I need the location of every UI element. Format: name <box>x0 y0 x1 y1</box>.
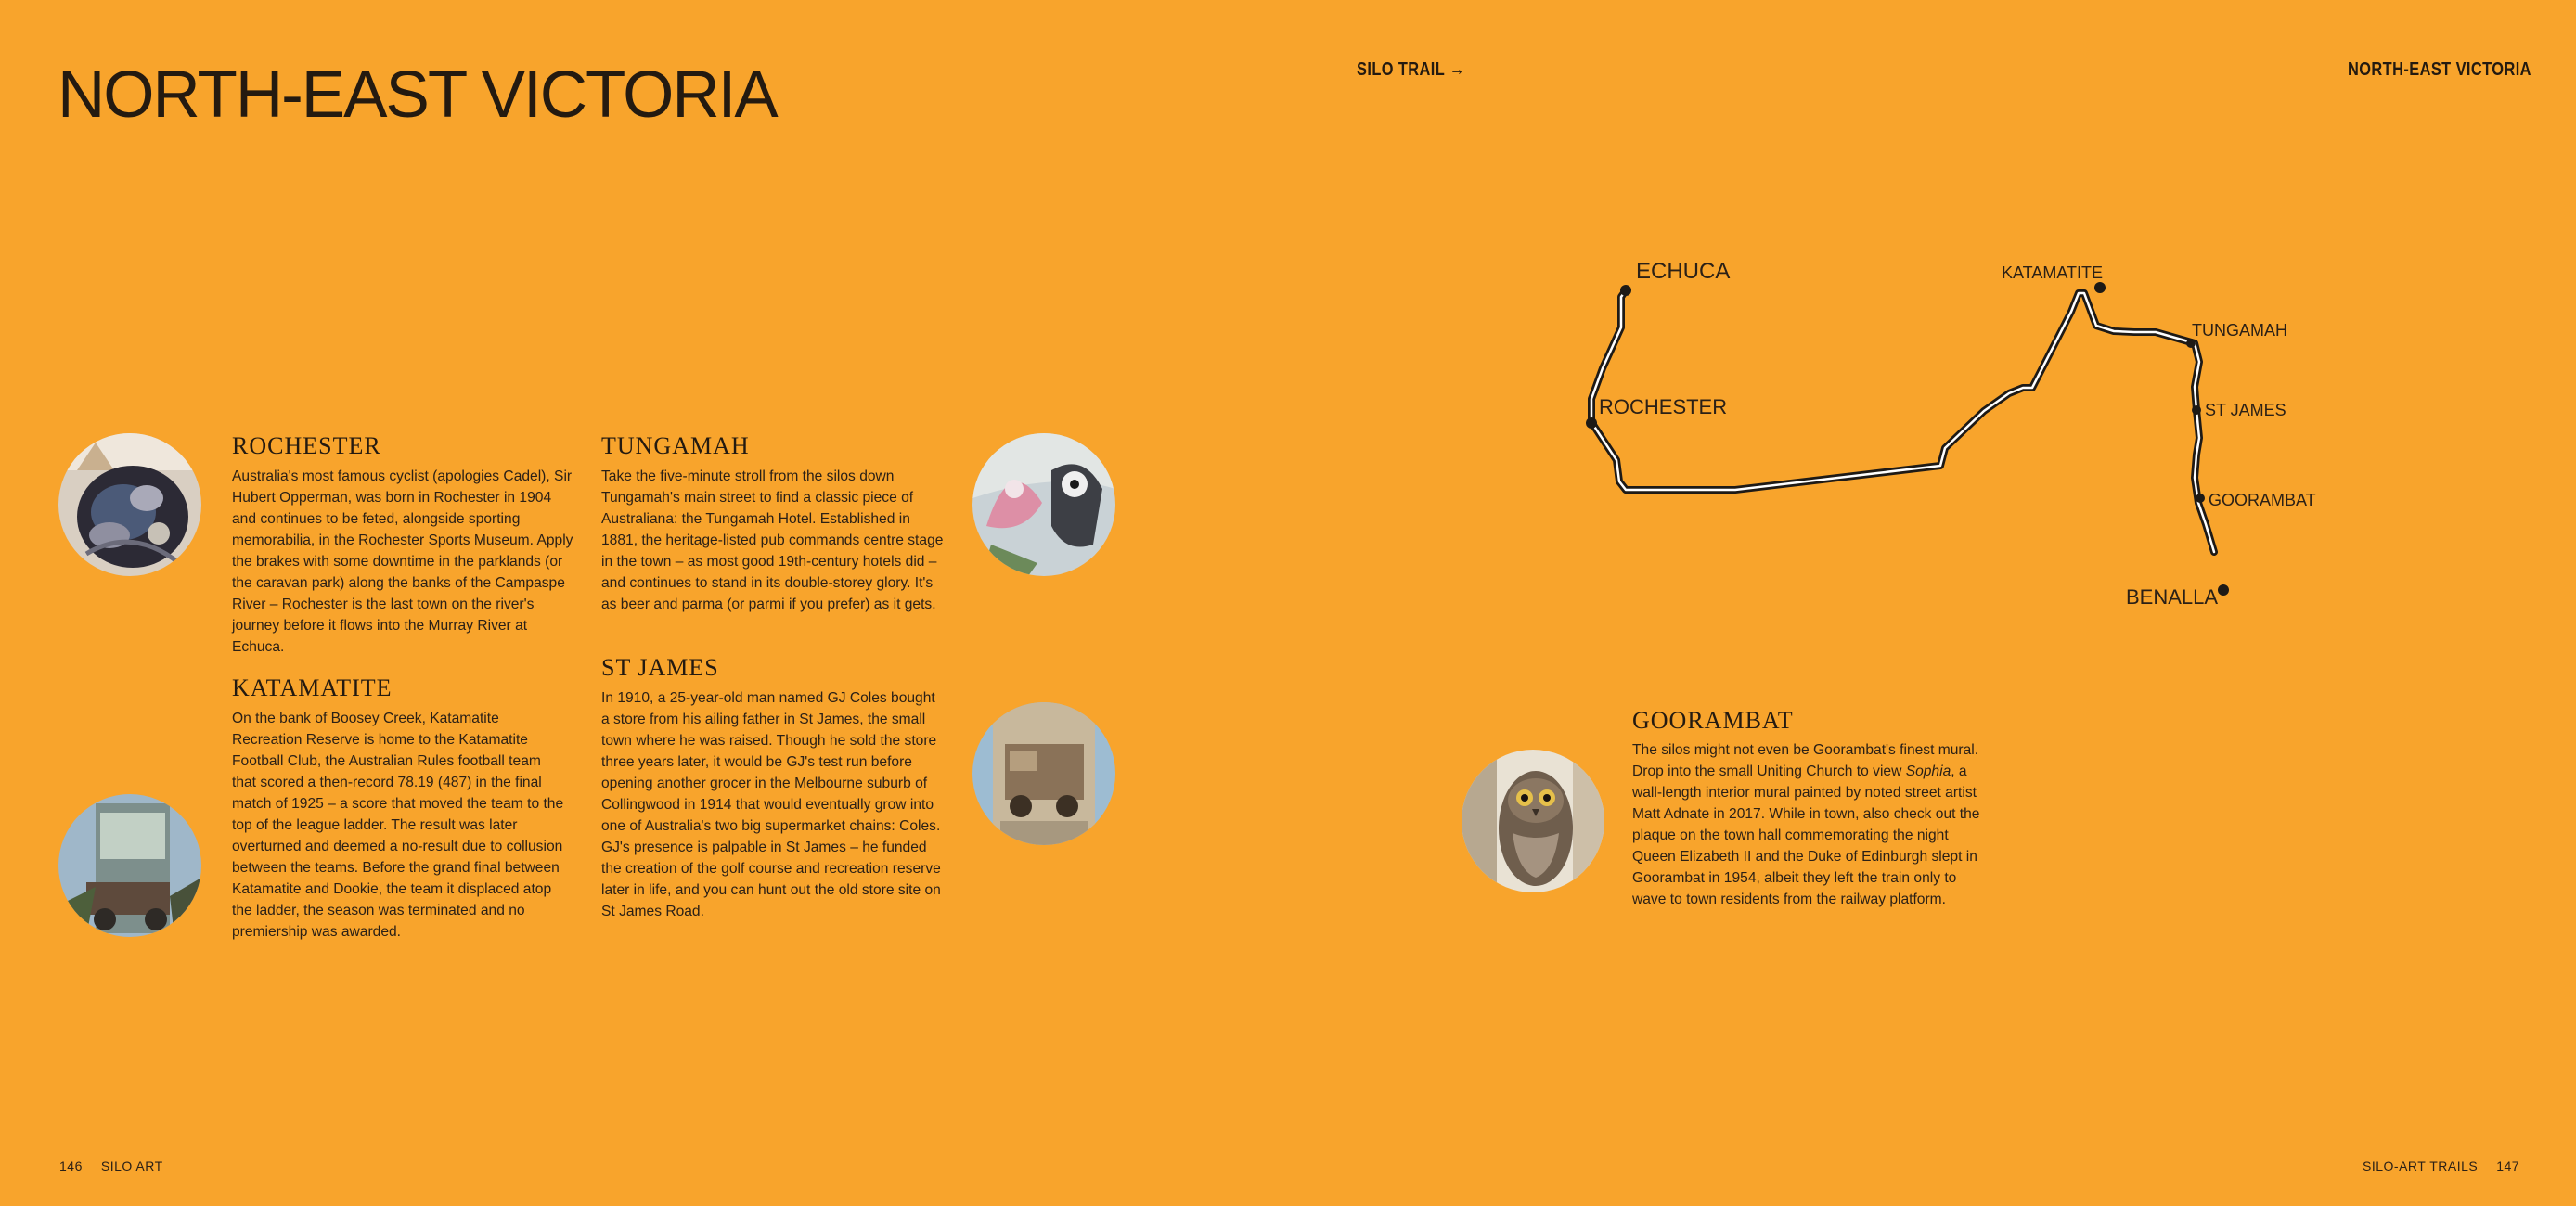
section-label-right: SILO-ART TRAILS <box>2363 1159 2479 1174</box>
stjames-photo <box>972 702 1115 845</box>
map-dot-benalla <box>2218 584 2229 596</box>
tungamah-photo <box>972 433 1115 576</box>
map-dot-tungamah <box>2186 339 2196 348</box>
katamatite-text: On the bank of Boosey Creek, Katamatite Recreation Reserve is home to the Katamatite Football Club, the Australian Rules football team that scored a then-record 78.19 (487) in the final match of 1925 – a score that moved the team to the top of the league ladder. The result was later overturned and deemed a no-result due to collusion between the teams. Before the grand final between Katamatite and Dookie, the team it displaced atop the ladder, the season was terminated and no premiership was awarded. <box>232 711 564 940</box>
tungamah-text: Take the five-minute stroll from the silos down Tungamah's main street to find a classic piece of Australiana: the Tungamah Hotel. Established in 1881, the heritage-listed pub commands centre stage in the town – as most good 19th-century hotels did – and continues to stand in its double-storey glory. It's as beer and parma (or parmi if you prefer) as it gets. <box>601 468 944 612</box>
map-dot-rochester <box>1586 417 1597 429</box>
silo-trail-nav-link[interactable]: SILO TRAIL → <box>1357 59 1465 80</box>
tungamah-heading: TUNGAMAH <box>601 432 750 459</box>
katamatite-photo <box>58 794 201 937</box>
map-label-benalla: BENALLA <box>2126 585 2219 609</box>
katamatite-heading: KATAMATITE <box>232 674 393 701</box>
rochester-photo <box>58 433 201 576</box>
footer-right <box>2363 1159 2538 1174</box>
page-number-left: 146 <box>59 1159 83 1174</box>
section-label-left: SILO ART <box>100 1159 163 1174</box>
map-label-echuca: ECHUCA <box>1636 259 1731 284</box>
map-dot-echuca <box>1620 285 1631 296</box>
footer-left <box>59 1159 182 1174</box>
map-label-stjames: ST JAMES <box>2205 401 2286 419</box>
map-dot-goorambat <box>2196 494 2205 503</box>
rochester-heading: ROCHESTER <box>232 432 381 459</box>
map-dot-stjames <box>2192 405 2201 415</box>
silo-trail-map <box>1568 241 2366 631</box>
map-label-katamatite: KATAMATITE <box>2002 263 2104 282</box>
map-label-rochester: ROCHESTER <box>1599 395 1728 418</box>
running-header: NORTH-EAST VICTORIA <box>2348 59 2531 80</box>
map-label-goorambat: GOORAMBAT <box>2209 491 2316 509</box>
stjames-heading: ST JAMES <box>601 654 719 681</box>
map-dot-katamatite <box>2094 282 2106 293</box>
stjames-text: In 1910, a 25-year-old man named GJ Coles bought a store from his ailing father in St James, the small town where he was raised. Though he sold the store three years later, it would be GJ's test run before opening another grocer in the Melbourne suburb of Collingwood in 1914 that would eventually grow into one of Australia's two big supermarket chains: Coles. GJ's presence is palpable in St James – he funded the creation of the golf course and recreation reserve later in life, and you can hunt out the old store site on St James Road. <box>601 690 941 919</box>
goorambat-heading: GOORAMBAT <box>1632 707 1794 734</box>
rochester-text: Australia's most famous cyclist (apologies Cadel), Sir Hubert Opperman, was born in Rochester in 1904 and continues to be feted, alongside sporting memorabilia, in the Rochester Sports Museum. Apply the brakes with some downtime in the parklands (or the caravan park) along the banks of the Campaspe River – Rochester is the last town on the river's journey before it flows into the Murray River at Echuca. <box>232 468 573 655</box>
goorambat-text: The silos might not even be Goorambat's finest mural. Drop into the small Uniting Church to view Sophia, a wall-length interior mural painted by noted street artist Matt Adnate in 2017. While in town, also check out the plaque on the town hall commemorating the night Queen Elizabeth II and the Duke of Edinburgh slept in Goorambat in 1954, albeit they left the train only to wave to town residents from the railway platform. <box>1632 742 1980 907</box>
page-title: NORTH-EAST VICTORIA <box>58 58 777 132</box>
goorambat-photo <box>1462 750 1604 892</box>
route-line <box>1591 290 2214 552</box>
page-number-right: 147 <box>2496 1159 2520 1174</box>
map-label-tungamah: TUNGAMAH <box>2192 321 2287 340</box>
